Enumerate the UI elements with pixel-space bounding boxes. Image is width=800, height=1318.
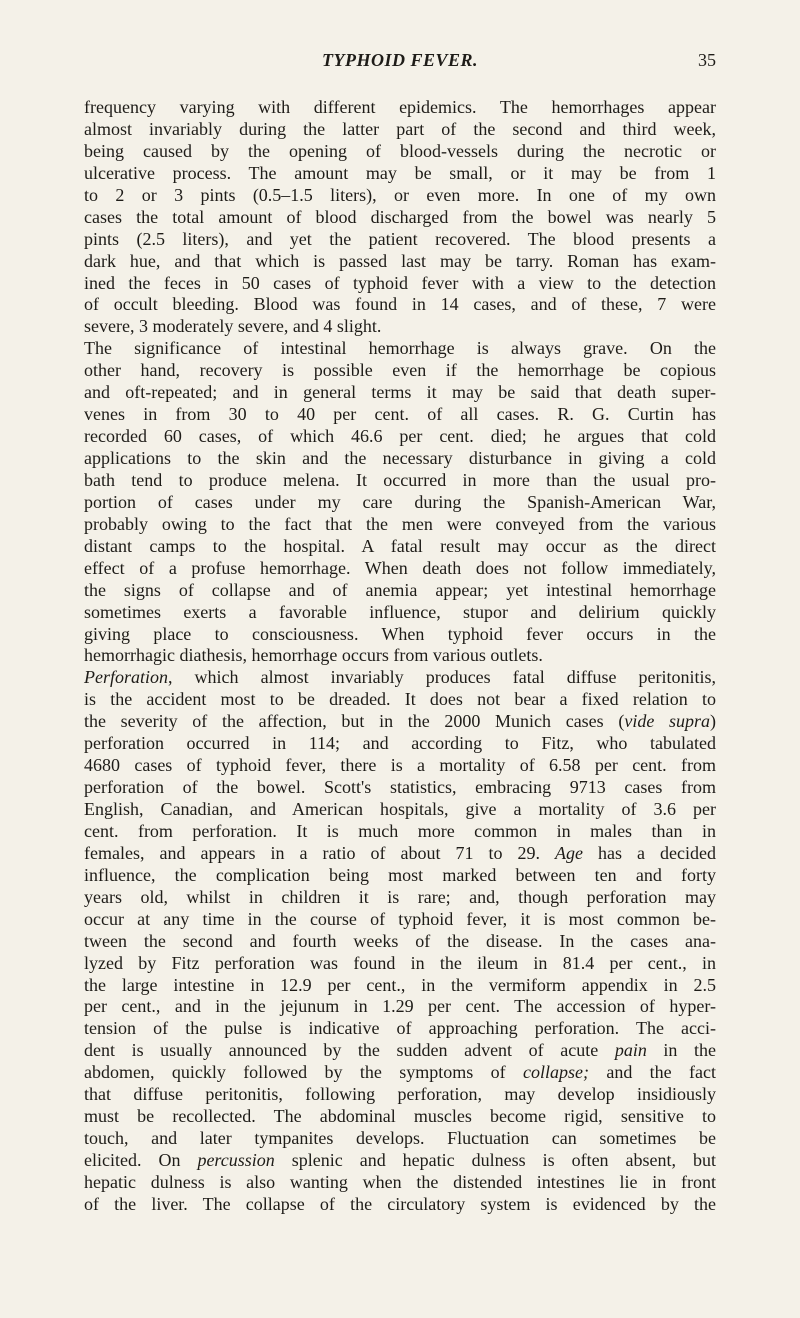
- text-line: hemorrhagic diathesis, hemorrhage occurs from various outlets.: [84, 645, 543, 666]
- text-line: lyzed by Fitz perforation was found in the ileum in 81.4 per cent., in: [84, 952, 716, 973]
- text-line: occur at any time in the course of typhoid fever, it is most common be-: [84, 908, 716, 929]
- text-line: applications to the skin and the necessary disturbance in giving a cold: [84, 448, 716, 468]
- text-line: the signs of collapse and of anemia appear; yet intestinal hemorrhage: [84, 579, 716, 600]
- text-line: years old, whilst in children it is rare; and, though perforation may: [84, 886, 716, 907]
- text-line: influence, the complication being most marked between ten and forty: [84, 864, 716, 885]
- text-line: the large intestine in 12.9 per cent., in the vermiform appendix in 2.5: [84, 974, 716, 995]
- italic-term: vide supra: [624, 711, 710, 732]
- text-line: portion of cases under my care during the Spanish-American War,: [84, 491, 716, 512]
- text-line: 4680 cases of typhoid fever, there is a mortality of 6.58 per cent. from: [84, 755, 716, 776]
- text-line: females, and appears in a ratio of about 71 to 29. Age has a decided: [84, 842, 717, 863]
- italic-term: collapse;: [522, 1062, 589, 1083]
- text-line: per cent., and in the jejunum in 1.29 per cent. The accession of hyper-: [84, 996, 716, 1017]
- text-line: of occult bleeding. Blood was found in 14 cases, and of these, 7 were: [84, 294, 716, 315]
- text-line: venes in from 30 to 40 per cent. of all cases. R. G. Curtin has: [84, 404, 716, 425]
- italic-term: Age: [555, 842, 584, 863]
- text-line: sometimes exerts a favorable influence, stupor and delirium quickly: [84, 601, 716, 622]
- text-line: tension of the pulse is indicative of approaching perforation. The acci-: [84, 1018, 716, 1039]
- text-line: that diffuse peritonitis, following perforation, may develop insidiously: [84, 1084, 716, 1105]
- page-number: 35: [698, 50, 716, 70]
- text-line: giving place to consciousness. When typhoid fever occurs in the: [84, 623, 716, 644]
- text-line: Perforation, which almost invariably produces fatal diffuse peritonitis,: [84, 667, 716, 688]
- italic-term: pain: [614, 1040, 647, 1061]
- body-text: [84, 97, 716, 1216]
- text-line: frequency varying with different epidemics. The hemorrhages appear: [84, 97, 716, 117]
- text-line: elicited. On percussion splenic and hepatic dulness is often absent, but: [84, 1150, 716, 1170]
- italic-term: Perforation: [84, 667, 168, 688]
- text-line: ulcerative process. The amount may be small, or it may be from 1: [84, 162, 716, 183]
- text-line: recorded 60 cases, of which 46.6 per cent. died; he argues that cold: [84, 426, 716, 447]
- text-line: is the accident most to be dreaded. It does not bear a fixed relation to: [84, 689, 716, 710]
- page-header: [84, 50, 716, 78]
- text-line: distant camps to the hospital. A fatal result may occur as the direct: [84, 535, 716, 556]
- text-line: to 2 or 3 pints (0.5–1.5 liters), or even more. In one of my own: [84, 184, 716, 205]
- text-line: severe, 3 moderately severe, and 4 slight.: [84, 316, 382, 337]
- text-line: perforation occurred in 114; and according to Fitz, who tabulated: [84, 733, 716, 754]
- text-line: effect of a profuse hemorrhage. When death does not follow immediately,: [84, 557, 716, 578]
- text-line: almost invariably during the latter part of the second and third week,: [84, 118, 716, 139]
- text-line: dark hue, and that which is passed last may be tarry. Roman has exam-: [84, 250, 716, 271]
- text-line: tween the second and fourth weeks of the disease. In the cases ana-: [84, 930, 716, 951]
- text-line: cent. from perforation. It is much more common in males than in: [84, 820, 716, 841]
- text-line: English, Canadian, and American hospitals, give a mortality of 3.6 per: [84, 799, 716, 819]
- text-line: dent is usually announced by the sudden advent of acute pain in the: [84, 1040, 717, 1061]
- text-line: The significance of intestinal hemorrhage is always grave. On the: [84, 338, 716, 359]
- italic-term: percussion: [197, 1150, 275, 1170]
- text-line: probably owing to the fact that the men were conveyed from the various: [84, 513, 716, 534]
- text-line: and oft-repeated; and in general terms it may be said that death super-: [84, 382, 716, 403]
- running-title: TYPHOID FEVER.: [321, 50, 479, 70]
- text-line: touch, and later tympanites develops. Fluctuation can sometimes be: [84, 1128, 716, 1149]
- text-line: bath tend to produce melena. It occurred in more than the usual pro-: [84, 469, 716, 490]
- text-line: of the liver. The collapse of the circulatory system is evidenced by the: [84, 1193, 716, 1214]
- text-line: other hand, recovery is possible even if the hemorrhage be copious: [84, 360, 716, 381]
- text-line: pints (2.5 liters), and yet the patient recovered. The blood presents a: [84, 228, 716, 249]
- text-line: perforation of the bowel. Scott's statistics, embracing 9713 cases from: [84, 777, 716, 798]
- text-line: ined the feces in 50 cases of typhoid fever with a view to the detection: [84, 272, 716, 293]
- text-line: the severity of the affection, but in the 2000 Munich cases (vide supra): [84, 711, 716, 732]
- text-line: hepatic dulness is also wanting when the distended intestines lie in front: [84, 1171, 716, 1192]
- text-line: cases the total amount of blood discharged from the bowel was nearly 5: [84, 206, 716, 227]
- text-line: being caused by the opening of blood-vessels during the necrotic or: [84, 140, 716, 161]
- text-line: must be recollected. The abdominal muscles become rigid, sensitive to: [84, 1106, 716, 1127]
- text-line: abdomen, quickly followed by the symptoms of collapse; and the fact: [84, 1062, 717, 1083]
